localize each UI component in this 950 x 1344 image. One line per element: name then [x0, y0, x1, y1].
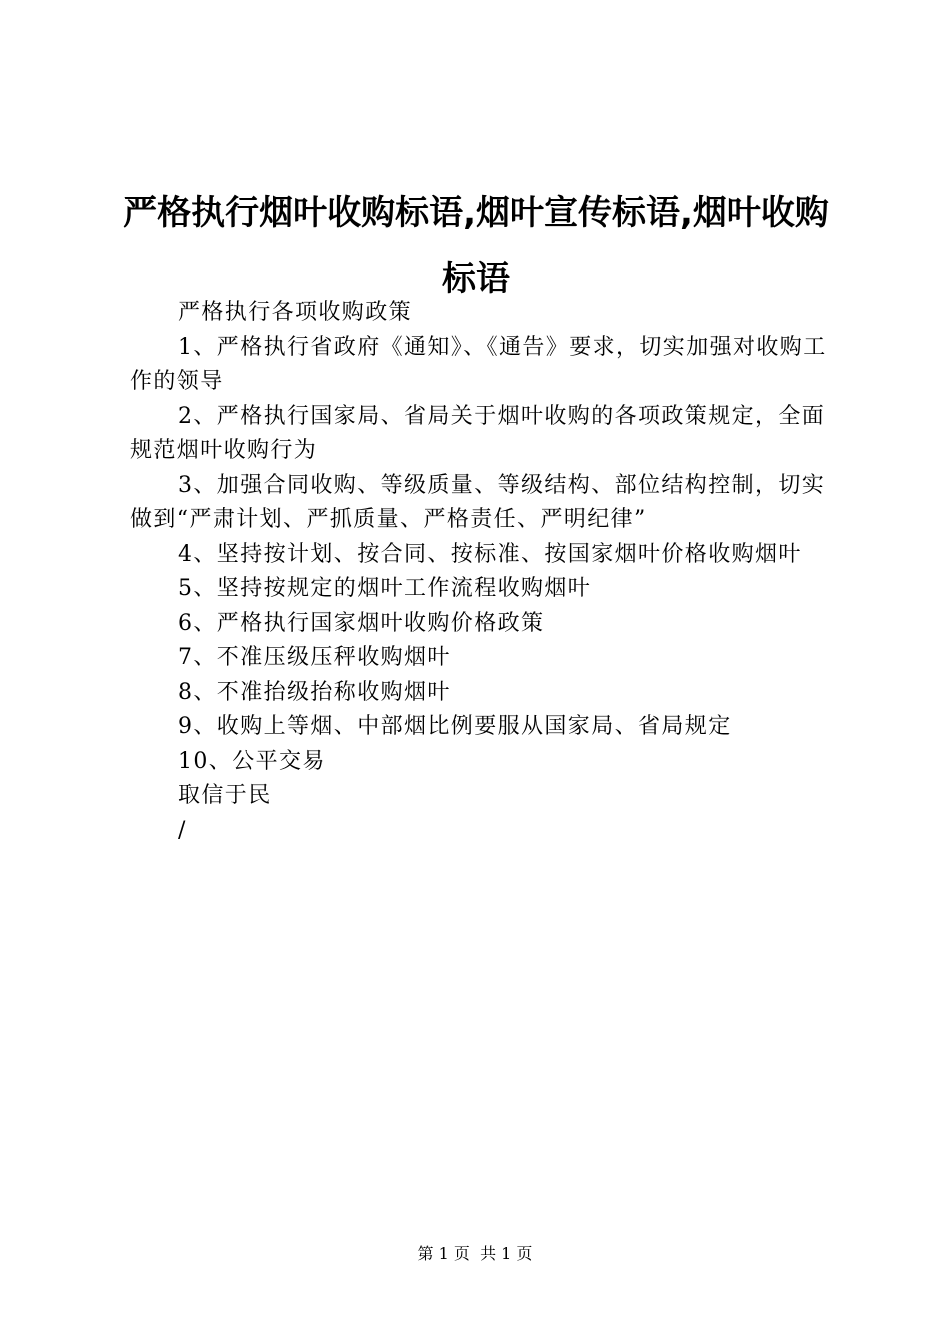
- paragraph: 8、不准抬级抬称收购烟叶: [178, 679, 451, 705]
- paragraph: 取信于民: [178, 783, 272, 808]
- document-title: 严格执行烟叶收购标语,烟叶宣传标语,烟叶收购标语: [123, 193, 829, 299]
- page-footer: [0, 1244, 950, 1264]
- paragraph: 6、严格执行国家烟叶收购价格政策: [178, 610, 545, 636]
- paragraph: 1、严格执行省政府《通知》、《通告》要求，切实加强对收购工作的领导: [130, 334, 827, 394]
- paragraph: 3、加强合同收购、等级质量、等级结构、部位结构控制，切实做到“严肃计划、严抓质量、严格责任、严明纪律”: [130, 472, 826, 532]
- paragraph: 9、收购上等烟、中部烟比例要服从国家局、省局规定: [178, 714, 732, 739]
- paragraph: 10、公平交易: [178, 748, 326, 774]
- paragraph: 5、坚持按规定的烟叶工作流程收购烟叶: [178, 576, 592, 601]
- paragraph: 7、不准压级压秤收购烟叶: [178, 645, 451, 670]
- page-number-label: 第 1 页 共 1 页: [417, 1244, 533, 1263]
- paragraph: 严格执行各项收购政策: [178, 300, 413, 325]
- document-body: [130, 296, 832, 848]
- paragraph: 2、严格执行国家局、省局关于烟叶收购的各项政策规定，全面规范烟叶收购行为: [130, 403, 826, 463]
- paragraph: /: [178, 817, 187, 843]
- paragraph: 4、坚持按计划、按合同、按标准、按国家烟叶价格收购烟叶: [178, 541, 802, 567]
